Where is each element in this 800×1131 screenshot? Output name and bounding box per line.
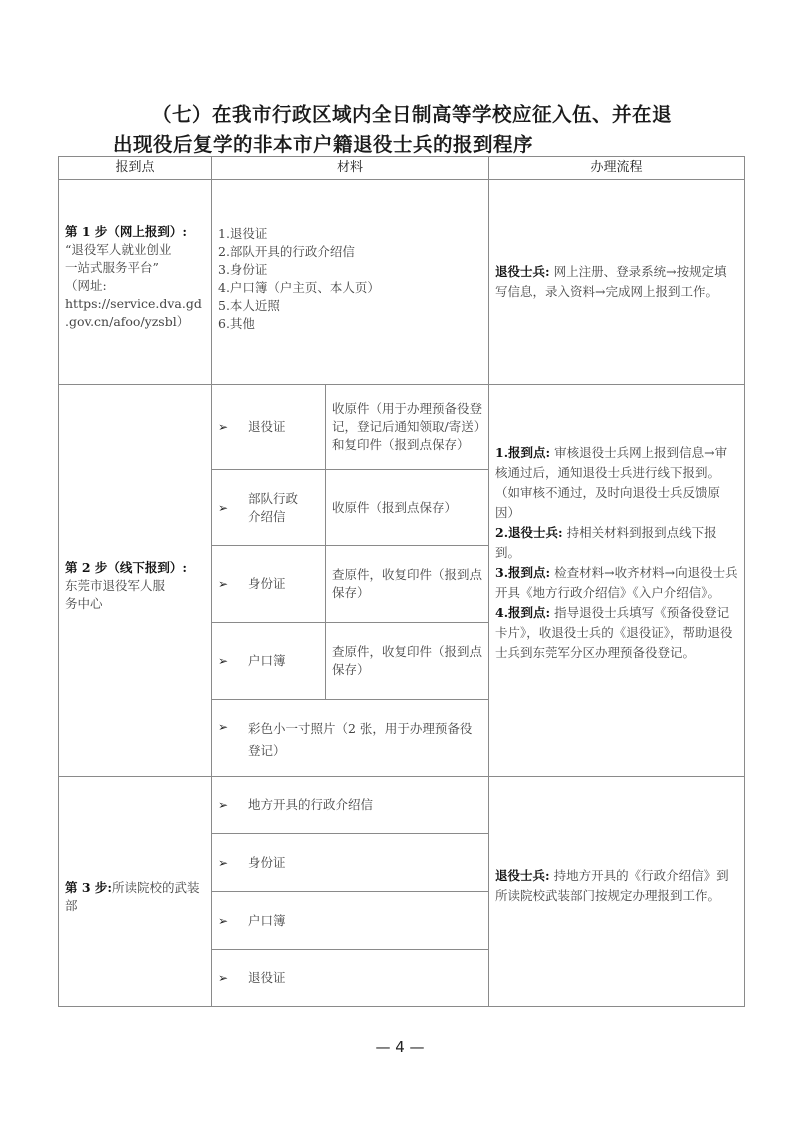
process-text: 持相关材料到报到点线下报到。 [495,525,717,560]
process-actor: 退役士兵: [495,867,550,883]
process-text: 指导退役士兵填写《预备役登记卡片》，收退役士兵的《退役证》，帮助退役士兵到东莞军分区办理预备役登记。 [495,605,733,660]
step-2-process [488,384,745,777]
material-name: 退役证 [248,419,286,434]
handling-text: 查原件，收复印件（报到点保存） [332,644,483,677]
material-handling [325,469,489,546]
step-2-text: 东莞市退役军人服 [65,577,166,593]
process-text: 网上注册、登录系统→按规定填写信息，录入资料→完成网上报到工作。 [495,264,727,299]
material-name: 户口簿 [248,653,286,668]
process-step [495,603,738,663]
material-name: 身份证 [248,854,286,870]
process-step [495,443,738,523]
material-item-row [211,469,326,546]
header-materials: 材料 [211,156,489,180]
process-step [495,563,738,603]
title-line-2: 出现役后复学的非本市户籍退役士兵的报到程序 [113,133,534,156]
step-3-text: 所读院校的武装部 [65,879,200,913]
process-actor: 1.报到点: [495,445,551,460]
step-2-text: 务中心 [65,595,103,611]
material-item-row [211,545,326,623]
material-item-row [211,891,489,950]
material-item: 1.退役证 [218,226,268,241]
material-handling [325,622,489,700]
handling-text: 收原件（报到点保存） [332,499,458,515]
step-3-cell [58,776,212,1007]
material-name: 彩色小一寸照片（2 张，用于办理预备役登记） [248,721,473,758]
step-2-cell [58,384,212,777]
handling-text: 收原件（用于办理预备役登记，登记后通知领取/寄送）和复印件（报到点保存） [332,401,483,452]
material-name: 退役证 [248,970,286,985]
process-step [495,523,738,563]
arrow-bullet-icon: ➢ [218,500,229,515]
step-1-text: 一站式服务平台” [65,260,159,275]
material-item-row [211,622,326,700]
step-1-text: （网址: [65,278,107,293]
arrow-bullet-icon: ➢ [218,720,229,734]
material-name: 户口簿 [248,912,286,928]
material-handling [325,384,489,470]
material-name: 部队行政介绍信 [248,490,299,524]
arrow-bullet-icon: ➢ [218,420,229,434]
arrow-bullet-icon: ➢ [218,577,229,591]
arrow-bullet-icon: ➢ [218,913,229,928]
process-actor: 退役士兵: [495,264,550,279]
header-reporting-point: 报到点 [58,156,212,180]
page-number: — 4 — [375,1038,425,1056]
process-text: 审核退役士兵网上报到信息→审核通过后，通知退役士兵进行线下报到。（如审核不通过，及时向退役士兵反馈原因） [495,445,728,520]
step-1-text: “退役军人就业创业 [65,242,172,257]
step-3-process [488,776,745,1007]
material-item-row [211,776,489,834]
step-1-url[interactable]: .gov.cn/afoo/yzsbl） [65,314,190,329]
arrow-bullet-icon: ➢ [218,855,229,870]
step-1-url[interactable]: https://service.dva.gd [65,296,202,311]
arrow-bullet-icon: ➢ [218,654,229,668]
process-actor: 3.报到点: [495,565,551,580]
material-item: 5.本人近照 [218,298,280,313]
arrow-bullet-icon: ➢ [218,798,229,812]
step-2-label: 第 2 步（线下报到）: [65,559,188,575]
material-name: 地方开具的行政介绍信 [248,797,374,812]
material-item-row [211,833,489,892]
material-item-row [211,699,489,777]
step-1-label: 第 1 步（网上报到）: [65,224,188,239]
material-handling [325,545,489,623]
material-item: 2.部队开具的行政介绍信 [218,244,355,259]
arrow-bullet-icon: ➢ [218,971,229,985]
material-item: 4.户口簿（户主页、本人页） [218,280,380,295]
procedure-table [58,156,745,1007]
handling-text: 查原件，收复印件（报到点保存） [332,567,483,600]
material-name: 身份证 [248,576,286,591]
process-text: 检查材料→收齐材料→向退役士兵开具《地方行政介绍信》《入户介绍信》。 [495,565,738,600]
material-item: 6.其他 [218,316,255,331]
step-1-materials [211,179,489,385]
process-actor: 4.报到点: [495,605,551,620]
step-1-process [488,179,745,385]
header-process: 办理流程 [488,156,745,180]
step-3-label: 第 3 步: [65,879,113,895]
material-item: 3.身份证 [218,262,268,277]
title-line-1: （七）在我市行政区域内全日制高等学校应征入伍、并在退 [152,103,673,126]
process-text: 持地方开具的《行政介绍信》到所读院校武装部门按规定办理报到工作。 [495,867,729,903]
material-item-row [211,384,326,470]
material-item-row [211,949,489,1007]
process-actor: 2.退役士兵: [495,525,563,540]
step-1-cell [58,179,212,385]
